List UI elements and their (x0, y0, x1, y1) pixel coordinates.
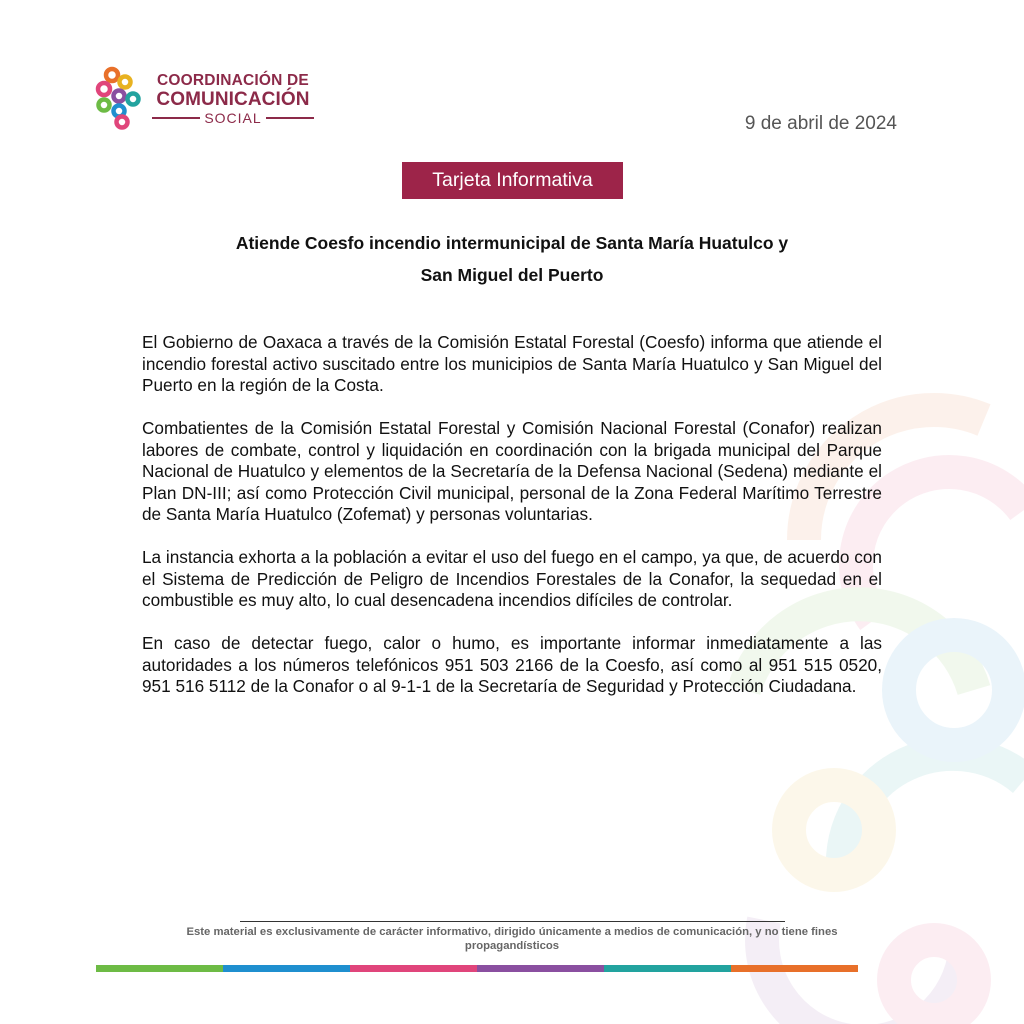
logo-wordmark (148, 72, 318, 126)
logo-mark-icon (95, 66, 141, 130)
paragraph: Combatientes de la Comisión Estatal Forestal y Comisión Nacional Forestal (Conafor) realizan labores de combate, control y liquidación en coordinación con la brigada municipal del Parque Nacional de Huatulco y elementos de la Secretaría de la Defensa Nacional (Sedena) mediante el Plan DN-III; así como Protección Civil municipal, personal de la Zona Federal Marítimo Terrestre de Santa María Huatulco (Zofemat) y personas voluntarias. (142, 418, 882, 524)
publication-date: 9 de abril de 2024 (744, 113, 897, 134)
stripe-segment (604, 965, 731, 972)
paragraph: La instancia exhorta a la población a evitar el uso del fuego en el campo, ya que, de acuerdo con el Sistema de Predicción de Peligro de Incendios Forestales de la Conafor, la sequedad en el combustible es muy alto, lo cual desencadena incendios difíciles de controlar. (142, 547, 882, 610)
logo-line-2: COMUNICACIÓN (156, 89, 310, 110)
headline-line-2: San Miguel del Puerto (420, 265, 604, 285)
body-text (142, 332, 882, 719)
disclaimer-line-2: propagandísticos (464, 940, 560, 952)
logo-rule-right (266, 117, 314, 119)
logo-line-1: COORDINACIÓN DE (157, 72, 309, 89)
coordinacion-logo (95, 66, 325, 130)
logo-rule-left (152, 117, 200, 119)
footer-divider (240, 921, 785, 922)
color-stripe (96, 965, 858, 972)
logo-line-3 (148, 110, 318, 126)
stripe-segment (731, 965, 858, 972)
logo-line-3-text: SOCIAL (204, 110, 262, 126)
paragraph: En caso de detectar fuego, calor o humo, es importante informar inmediatamente a las autoridades a los números telefónicos 951 503 2166 de la Coesfo, así como al 951 515 0520, 951 516 5112 de la Conafor o al 9-1-1 de la Secretaría de Seguridad y Protección Ciudadana. (142, 633, 882, 696)
document-type-badge: Tarjeta Informativa (402, 162, 623, 199)
stripe-segment (223, 965, 350, 972)
stripe-segment (350, 965, 477, 972)
headline (120, 227, 904, 291)
headline-line-1: Atiende Coesfo incendio intermunicipal de Santa María Huatulco y (235, 233, 789, 253)
paragraph: El Gobierno de Oaxaca a través de la Comisión Estatal Forestal (Coesfo) informa que atiende el incendio forestal activo suscitado entre los municipios de Santa María Huatulco y San Miguel del Puerto en la región de la Costa. (142, 332, 882, 395)
disclaimer-line-1: Este material es exclusivamente de carácter informativo, dirigido únicamente a medios de comunicación, y no tiene fines (186, 926, 838, 938)
stripe-segment (96, 965, 223, 972)
footer-disclaimer (140, 925, 884, 953)
stripe-segment (477, 965, 604, 972)
